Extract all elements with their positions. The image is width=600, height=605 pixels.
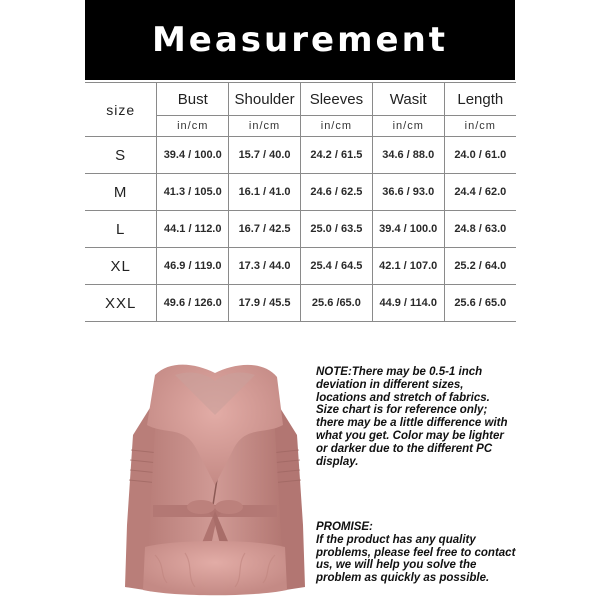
column-header-waist: Wasit: [372, 83, 444, 116]
size-cell: L: [85, 211, 157, 248]
table-row: [85, 248, 516, 285]
value-cell: 24.6 / 62.5: [300, 174, 372, 211]
value-cell: 25.6 / 65.0: [444, 285, 516, 322]
table-row: [85, 285, 516, 322]
size-cell: M: [85, 174, 157, 211]
column-header-sleeves: Sleeves: [300, 83, 372, 116]
table-header-row: [85, 83, 516, 116]
value-cell: 34.6 / 88.0: [372, 137, 444, 174]
table-row: [85, 137, 516, 174]
value-cell: 15.7 / 40.0: [229, 137, 301, 174]
unit-label: in/cm: [372, 116, 444, 137]
column-header-shoulder: Shoulder: [229, 83, 301, 116]
value-cell: 25.4 / 64.5: [300, 248, 372, 285]
value-cell: 46.9 / 119.0: [157, 248, 229, 285]
table-row: [85, 174, 516, 211]
value-cell: 41.3 / 105.0: [157, 174, 229, 211]
value-cell: 36.6 / 93.0: [372, 174, 444, 211]
product-image: [115, 355, 315, 600]
table-row: [85, 211, 516, 248]
value-cell: 25.0 / 63.5: [300, 211, 372, 248]
value-cell: 17.9 / 45.5: [229, 285, 301, 322]
value-cell: 17.3 / 44.0: [229, 248, 301, 285]
unit-label: in/cm: [300, 116, 372, 137]
value-cell: 16.7 / 42.5: [229, 211, 301, 248]
size-chart-table: [85, 82, 516, 322]
size-cell: S: [85, 137, 157, 174]
size-cell: XL: [85, 248, 157, 285]
column-header-bust: Bust: [157, 83, 229, 116]
size-cell: XXL: [85, 285, 157, 322]
jacket-illustration: [115, 355, 315, 600]
column-header-length: Length: [444, 83, 516, 116]
value-cell: 42.1 / 107.0: [372, 248, 444, 285]
unit-label: in/cm: [229, 116, 301, 137]
value-cell: 24.0 / 61.0: [444, 137, 516, 174]
promise-text: If the product has any quality problems, please feel free to contact us, we will help you solve the problem as quickly as possible.: [316, 533, 516, 585]
promise-heading: PROMISE:: [316, 521, 373, 533]
value-cell: 39.4 / 100.0: [372, 211, 444, 248]
page-title: Measurement: [151, 20, 449, 60]
value-cell: 24.4 / 62.0: [444, 174, 516, 211]
unit-label: in/cm: [444, 116, 516, 137]
title-banner: [85, 0, 515, 80]
value-cell: 44.1 / 112.0: [157, 211, 229, 248]
note-text: NOTE:There may be 0.5-1 inch deviation in different sizes, locations and stretch of fabrics. Size chart is for reference only; there may be a little difference with what you get. Color may be lighter or darker due to the different PC display.: [316, 366, 508, 468]
value-cell: 25.6 /65.0: [300, 285, 372, 322]
value-cell: 49.6 / 126.0: [157, 285, 229, 322]
value-cell: 24.8 / 63.0: [444, 211, 516, 248]
unit-label: in/cm: [157, 116, 229, 137]
value-cell: 39.4 / 100.0: [157, 137, 229, 174]
promise-text-block: [316, 521, 516, 585]
value-cell: 44.9 / 114.0: [372, 285, 444, 322]
value-cell: 16.1 / 41.0: [229, 174, 301, 211]
value-cell: 25.2 / 64.0: [444, 248, 516, 285]
size-column-header: size: [85, 83, 157, 137]
note-text-block: [316, 366, 516, 468]
value-cell: 24.2 / 61.5: [300, 137, 372, 174]
